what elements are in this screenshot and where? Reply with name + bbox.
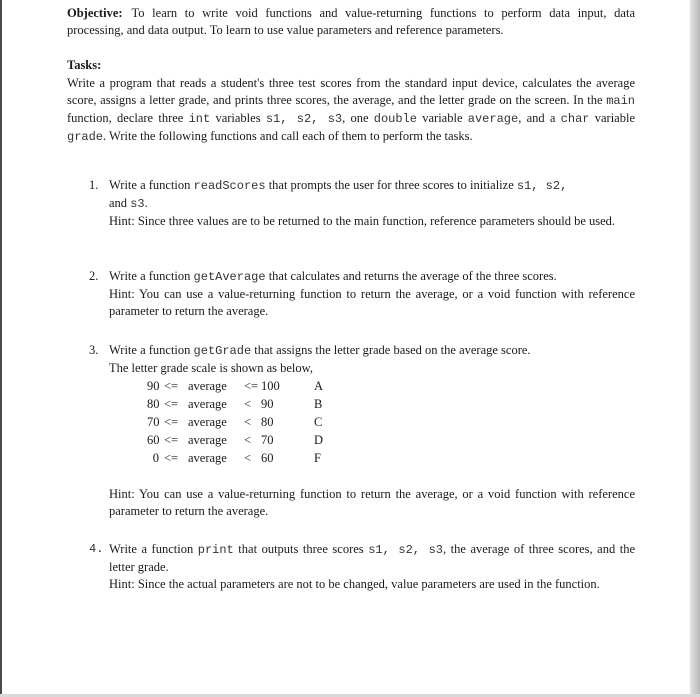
objective-paragraph xyxy=(67,5,635,39)
item-number: 3. xyxy=(89,343,99,357)
grade-row: 60 <= average < 70 D xyxy=(147,433,324,447)
grade-row: 90 <= average <= 100 A xyxy=(147,379,324,393)
item-3-hint: Hint: You can use a value-returning function to return the average, or a void function with reference parameter to return the average. xyxy=(109,487,635,518)
grade-row: 70 <= average < 80 C xyxy=(147,415,323,429)
grade-row: 0 <= average < 60 F xyxy=(152,451,321,465)
code-main: main xyxy=(606,94,635,108)
code-getaverage: getAverage xyxy=(193,270,266,284)
code-grade: grade xyxy=(67,130,104,144)
objective-label: Objective: xyxy=(67,6,123,20)
tasks-intro: Write a program that reads a student's three test scores from the standard input device, calculates the average score, assigns a letter grade, and prints three scores, the average, and the letter grade on the screen. In the main function, declare three int variables s1, s2, s3, one double variable average, and a char variable grade. Write the following functions and call each of them to perform the tasks. xyxy=(67,76,635,144)
item-1-line: Write a function readScores that prompts the user for three scores to initialize s1, s2, and s3. xyxy=(109,178,568,211)
item-3-line: Write a function getGrade that assigns the letter grade based on the average score. xyxy=(109,343,531,358)
page-left-edge xyxy=(0,0,2,697)
grade-scale-intro: The letter grade scale is shown as below, xyxy=(109,361,313,375)
code-readscores: readScores xyxy=(193,179,266,193)
objective-text: To learn to write void functions and value-returning functions to perform data input, data processing, and data output. To learn to use value parameters and reference parameters. xyxy=(67,6,635,37)
item-number: 2. xyxy=(89,269,99,283)
item-1-hint: Hint: Since three values are to be returned to the main function, reference parameters should be used. xyxy=(109,214,616,228)
page-right-edge xyxy=(690,0,700,697)
item-2-line: Write a function getAverage that calculates and returns the average of the three scores. xyxy=(109,269,557,284)
task-item-2 xyxy=(89,268,635,320)
task-item-1 xyxy=(89,177,635,230)
item-4-hint: Hint: Since the actual parameters are not to be changed, value parameters are used in the function. xyxy=(109,577,600,591)
code-print: print xyxy=(197,543,234,557)
code-s123: s1, s2, s3 xyxy=(265,112,343,126)
task-item-3 xyxy=(89,342,635,520)
task-item-4 xyxy=(89,541,635,593)
code-double: double xyxy=(373,112,417,126)
code-getgrade: getGrade xyxy=(193,344,252,358)
grade-scale-table xyxy=(109,378,635,468)
code-average: average xyxy=(467,112,519,126)
grade-row: 80 <= average < 90 B xyxy=(147,397,323,411)
code-int: int xyxy=(188,112,211,126)
item-4-line: Write a function print that outputs three scores s1, s2, s3, the average of three scores, and the letter grade. xyxy=(109,542,636,574)
tasks-heading: Tasks: xyxy=(67,58,102,72)
item-number: 4. xyxy=(89,542,104,556)
item-2-hint: Hint: You can use a value-returning function to return the average, or a void function with reference parameter to return the average. xyxy=(109,287,635,318)
item-number: 1. xyxy=(89,178,99,192)
code-char: char xyxy=(560,112,590,126)
